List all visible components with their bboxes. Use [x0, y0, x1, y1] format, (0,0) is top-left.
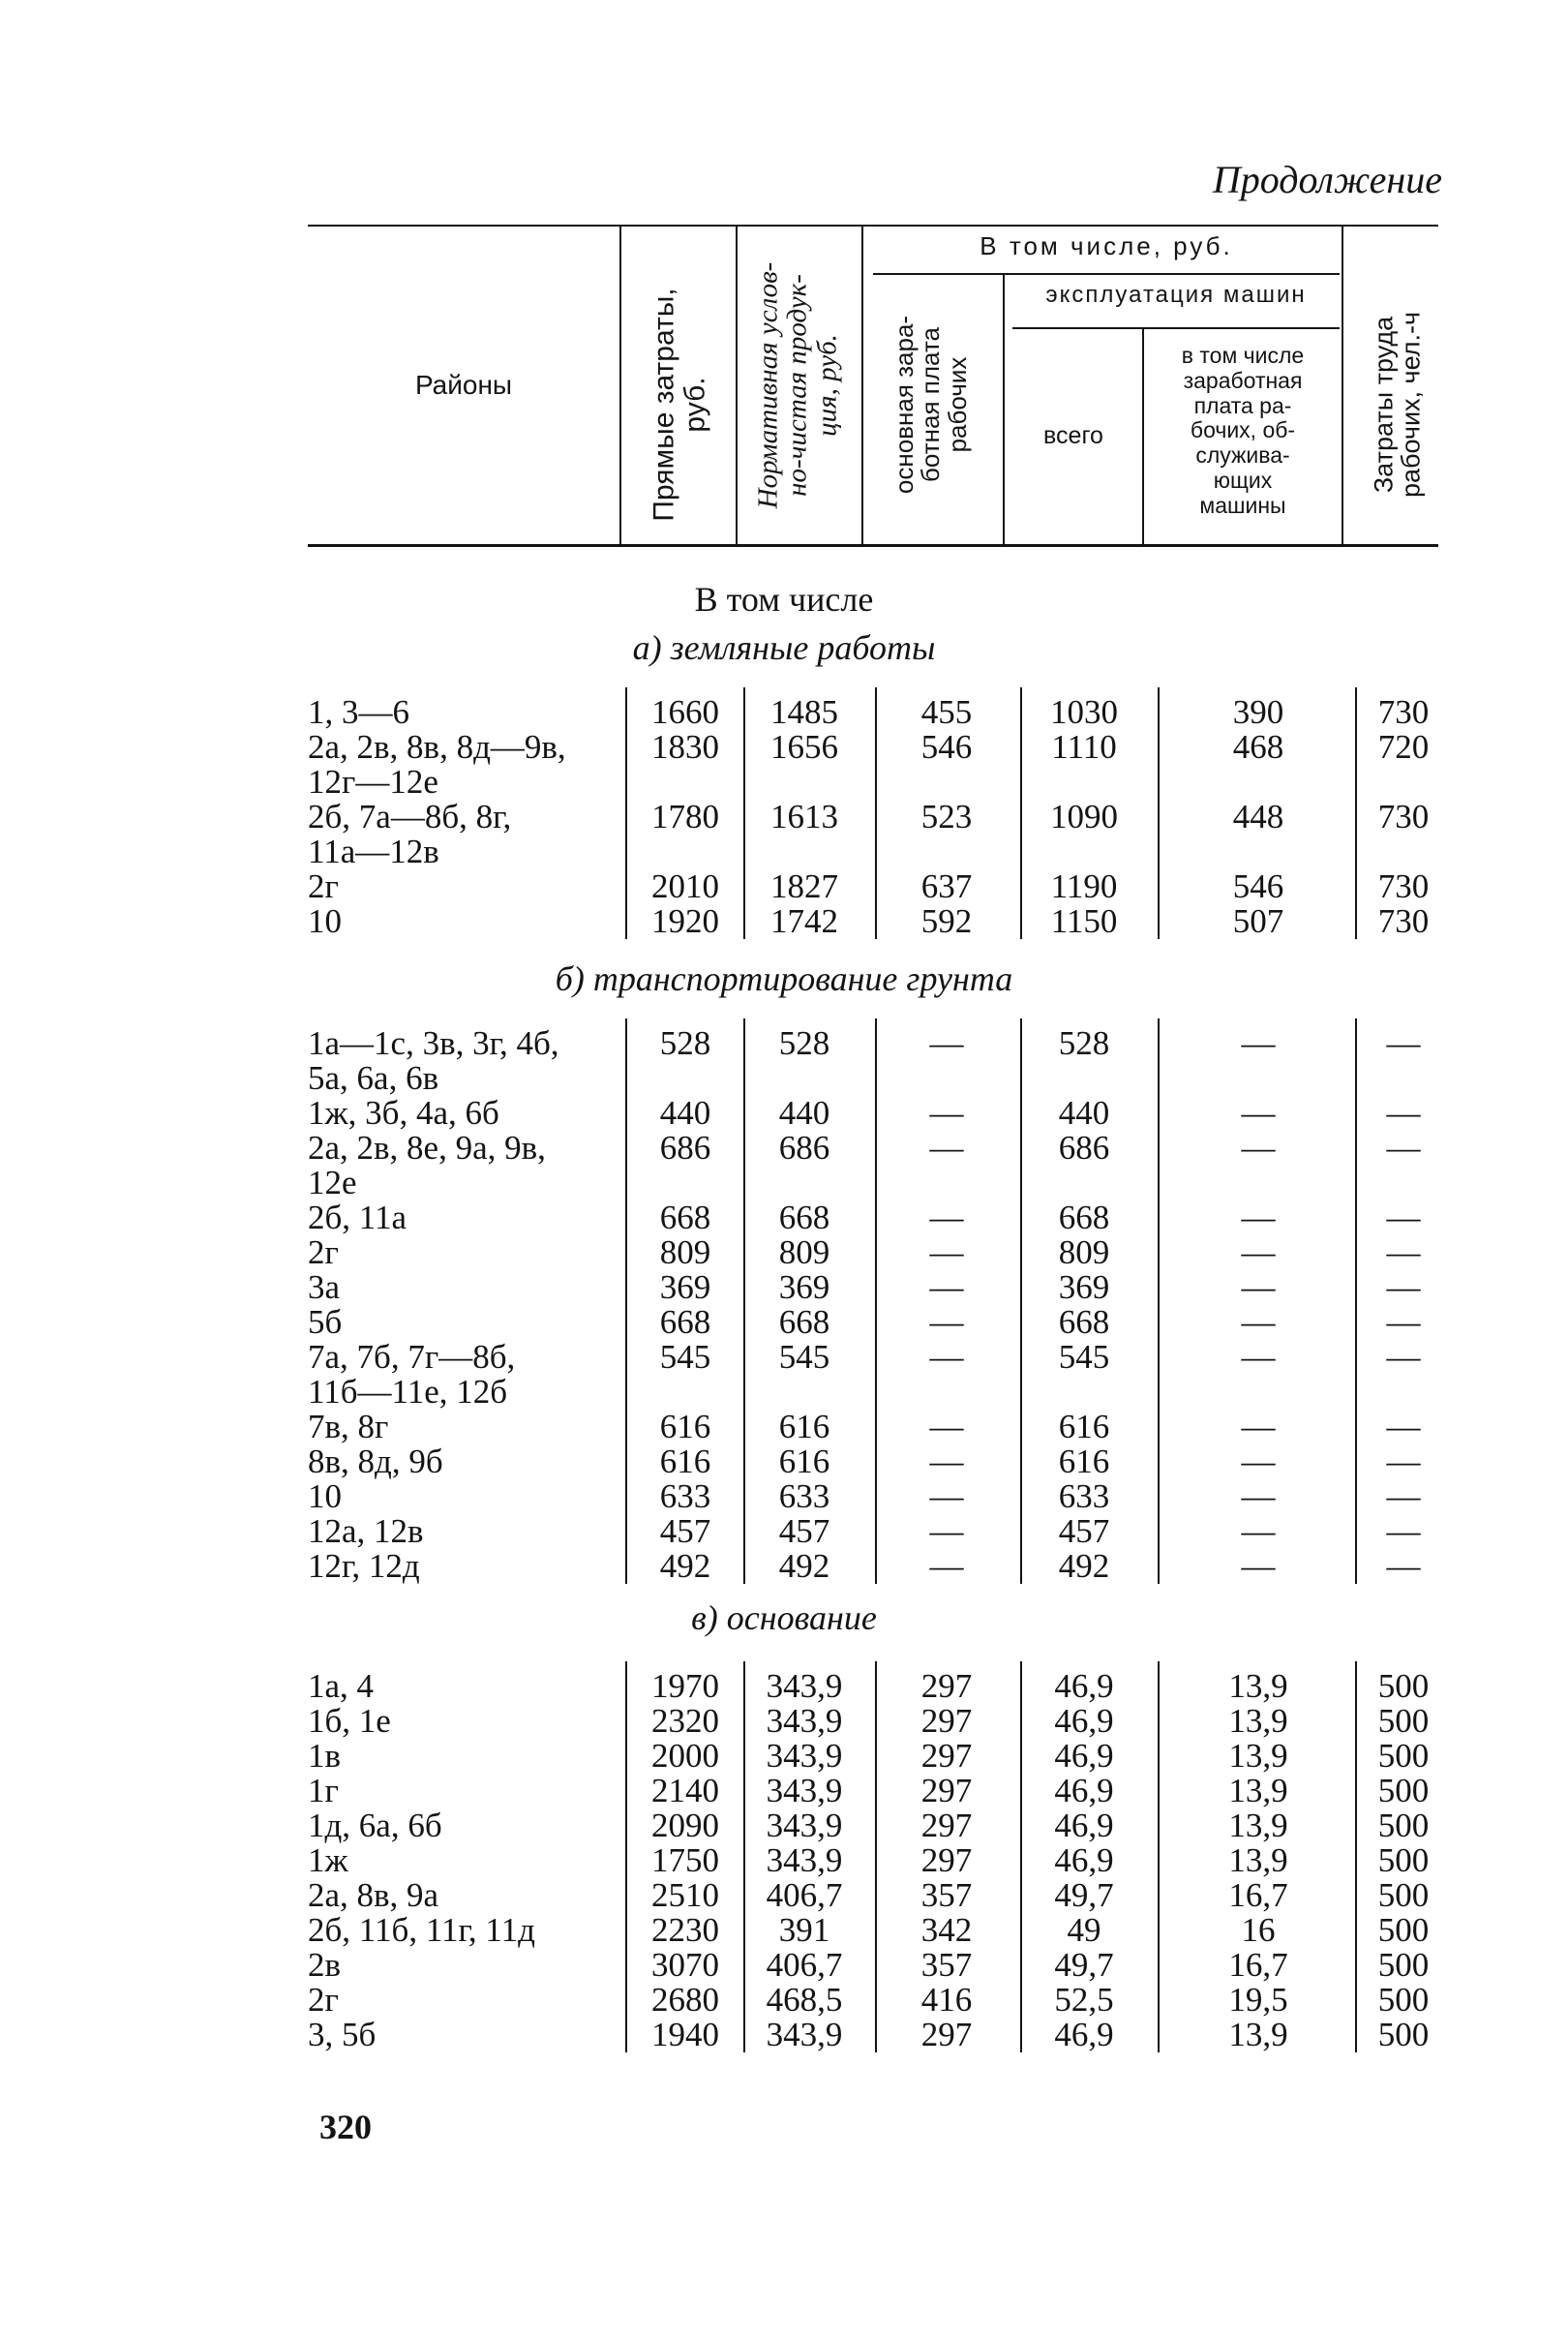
value-cell: —: [1241, 1094, 1276, 1132]
region-cell-continuation: 12г—12е: [308, 763, 438, 801]
value-cell: 2510: [651, 1876, 719, 1914]
table-row: [0, 1444, 1568, 1479]
value-cell: 13,9: [1228, 1841, 1288, 1879]
header-top-rule: [308, 225, 1438, 227]
region-cell: 2а, 2в, 8е, 9а, 9в,: [308, 1129, 546, 1167]
table-header: [0, 0, 1568, 562]
column-divider: [1020, 1661, 1022, 2052]
section-title: б) транспортирование грунта: [555, 959, 1013, 998]
column-divider: [1020, 687, 1022, 939]
value-cell: 16,7: [1228, 1946, 1288, 1984]
table-row: [0, 1669, 1568, 1704]
region-cell: 2б, 11а: [308, 1199, 407, 1236]
value-cell: —: [1386, 1129, 1421, 1167]
region-col-header: Районы: [414, 370, 513, 400]
table-row: [0, 730, 1568, 765]
column-divider: [875, 1018, 877, 1584]
value-cell: —: [1241, 1443, 1276, 1480]
value-cell: 297: [920, 1667, 973, 1705]
value-cell: 457: [1058, 1512, 1110, 1550]
column-divider: [875, 1661, 877, 2052]
value-cell: 730: [1377, 902, 1430, 940]
value-cell: 616: [659, 1408, 711, 1445]
value-cell: 1780: [651, 798, 719, 835]
value-cell: 343,9: [766, 1772, 843, 1809]
table-row: [0, 695, 1568, 730]
value-cell: 343,9: [766, 1702, 843, 1740]
value-cell: 686: [778, 1129, 830, 1167]
value-cell: 440: [1058, 1094, 1110, 1132]
column-divider: [625, 687, 627, 939]
value-cell: —: [929, 1547, 964, 1585]
value-cell: 440: [659, 1094, 711, 1132]
value-cell: 546: [1232, 867, 1284, 905]
value-cell: 668: [1058, 1199, 1110, 1236]
value-cell: 592: [920, 902, 973, 940]
value-cell: —: [1241, 1268, 1276, 1306]
region-cell: 12а, 12в: [308, 1512, 424, 1550]
region-cell: 10: [308, 1477, 342, 1515]
normative-output-header: Нормативная услов- но-чистая продук- ция, руб.: [752, 261, 843, 509]
table-row: [0, 1843, 1568, 1878]
value-cell: 1030: [1050, 693, 1118, 731]
header-divider: [1003, 275, 1005, 544]
value-cell: 1750: [651, 1841, 719, 1879]
value-cell: 500: [1377, 1737, 1430, 1775]
value-cell: —: [929, 1268, 964, 1306]
table-row: [0, 1305, 1568, 1340]
region-cell-continuation: 11а—12в: [308, 833, 439, 870]
value-cell: 390: [1232, 693, 1284, 731]
value-cell: 1110: [1051, 728, 1117, 766]
value-cell: —: [929, 1129, 964, 1167]
direct-costs-header: Прямые затраты, руб.: [648, 288, 710, 522]
region-cell: 12г, 12д: [308, 1547, 420, 1585]
region-cell-continuation: 11б—11е, 12б: [308, 1373, 508, 1411]
region-cell: 2г: [308, 867, 339, 905]
section-title: а) земляные работы: [632, 628, 936, 667]
value-cell: —: [1386, 1547, 1421, 1585]
value-cell: 616: [778, 1408, 830, 1445]
value-cell: —: [929, 1443, 964, 1480]
sections-heading: В том числе: [694, 580, 874, 619]
value-cell: 809: [778, 1233, 830, 1271]
value-cell: —: [1241, 1547, 1276, 1585]
region-cell: 1б, 1е: [308, 1702, 391, 1740]
header-divider: [1342, 227, 1343, 544]
value-cell: —: [1241, 1303, 1276, 1341]
value-cell: 416: [920, 1981, 973, 2019]
value-cell: —: [929, 1094, 964, 1132]
value-cell: 545: [1058, 1338, 1110, 1376]
column-divider: [1355, 1661, 1357, 2052]
incl-rub-header: В том числе, руб.: [980, 231, 1233, 260]
value-cell: 457: [659, 1512, 711, 1550]
table-row: [0, 1514, 1568, 1549]
table-row: [0, 1549, 1568, 1584]
table-row: [0, 1200, 1568, 1235]
value-cell: —: [929, 1477, 964, 1515]
value-cell: 49,7: [1054, 1876, 1114, 1914]
section-title: в) основание: [691, 1598, 877, 1637]
value-cell: 52,5: [1054, 1981, 1114, 2019]
region-cell: 3, 5б: [308, 2016, 377, 2053]
region-cell: 3а: [308, 1268, 341, 1306]
value-cell: 297: [920, 1737, 973, 1775]
value-cell: 2140: [651, 1772, 719, 1809]
value-cell: 1827: [770, 867, 838, 905]
value-cell: 809: [659, 1233, 711, 1271]
table-row: [0, 1235, 1568, 1270]
value-cell: —: [1386, 1199, 1421, 1236]
region-cell: 2а, 8в, 9а: [308, 1876, 439, 1914]
value-cell: 1190: [1050, 867, 1118, 905]
value-cell: 668: [778, 1303, 830, 1341]
value-cell: —: [929, 1024, 964, 1062]
value-cell: 297: [920, 1841, 973, 1879]
header-divider: [861, 227, 863, 544]
value-cell: 730: [1377, 798, 1430, 835]
value-cell: 297: [920, 2016, 973, 2053]
region-cell: 1г: [308, 1772, 339, 1809]
value-cell: —: [1386, 1477, 1421, 1515]
table-row: [0, 1774, 1568, 1808]
value-cell: —: [1241, 1233, 1276, 1271]
value-cell: —: [929, 1512, 964, 1550]
incl-wage-header: в том числе заработная плата ра- бочих, об- служива- ющих машины: [1181, 343, 1305, 518]
value-cell: 46,9: [1054, 1667, 1114, 1705]
value-cell: 343,9: [766, 1667, 843, 1705]
value-cell: 616: [1058, 1443, 1110, 1480]
value-cell: 16,7: [1228, 1876, 1288, 1914]
region-cell: 2а, 2в, 8в, 8д—9в,: [308, 728, 566, 766]
value-cell: 616: [778, 1443, 830, 1480]
value-cell: 2230: [651, 1911, 719, 1949]
continued-label: Продолжение: [1212, 158, 1442, 201]
value-cell: —: [1241, 1129, 1276, 1167]
column-divider: [1355, 1018, 1357, 1584]
value-cell: 49: [1067, 1911, 1101, 1949]
value-cell: 668: [778, 1199, 830, 1236]
header-divider: [619, 227, 621, 544]
value-cell: 500: [1377, 2016, 1430, 2053]
column-divider: [1158, 687, 1160, 939]
table-row: [0, 1948, 1568, 1983]
value-cell: 500: [1377, 1772, 1430, 1809]
value-cell: 369: [778, 1268, 830, 1306]
value-cell: 528: [1058, 1024, 1110, 1062]
value-cell: 297: [920, 1807, 973, 1844]
value-cell: 455: [920, 693, 973, 731]
value-cell: 720: [1377, 728, 1430, 766]
value-cell: 16: [1241, 1911, 1276, 1949]
header-divider: [736, 227, 738, 544]
value-cell: —: [1241, 1408, 1276, 1445]
region-cell: 8в, 8д, 9б: [308, 1443, 443, 1480]
value-cell: 500: [1377, 1702, 1430, 1740]
value-cell: 448: [1232, 798, 1284, 835]
table-row: [0, 869, 1568, 904]
region-cell-continuation: 5а, 6а, 6в: [308, 1059, 439, 1097]
value-cell: 1940: [651, 2016, 719, 2053]
value-cell: 46,9: [1054, 1807, 1114, 1844]
value-cell: 1613: [770, 798, 838, 835]
table-row: [0, 1270, 1568, 1305]
table-row: [0, 1704, 1568, 1739]
value-cell: 2680: [651, 1981, 719, 2019]
region-cell: 1а—1с, 3в, 3г, 4б,: [308, 1024, 559, 1062]
value-cell: 1742: [770, 902, 838, 940]
header-mid-rule-1: [873, 273, 1340, 275]
value-cell: —: [1386, 1512, 1421, 1550]
value-cell: 13,9: [1228, 1807, 1288, 1844]
value-cell: 492: [659, 1547, 711, 1585]
region-cell: 1ж: [308, 1841, 348, 1879]
value-cell: —: [929, 1338, 964, 1376]
value-cell: 46,9: [1054, 1772, 1114, 1809]
value-cell: 809: [1058, 1233, 1110, 1271]
base-wage-header: основная зара- ботная плата рабочих: [890, 315, 972, 495]
region-cell: 1д, 6а, 6б: [308, 1807, 442, 1844]
value-cell: —: [1241, 1199, 1276, 1236]
column-divider: [743, 687, 745, 939]
value-cell: 46,9: [1054, 1841, 1114, 1879]
value-cell: 523: [920, 798, 973, 835]
value-cell: 1660: [651, 693, 719, 731]
value-cell: 633: [1058, 1477, 1110, 1515]
value-cell: 507: [1232, 902, 1284, 940]
labor-header: Затраты труда рабочих, чел.-ч: [1369, 311, 1426, 499]
value-cell: 457: [778, 1512, 830, 1550]
value-cell: 13,9: [1228, 2016, 1288, 2053]
region-cell: 7в, 8г: [308, 1408, 389, 1445]
value-cell: 357: [920, 1876, 973, 1914]
region-cell: 7а, 7б, 7г—8б,: [308, 1338, 516, 1376]
value-cell: —: [1241, 1024, 1276, 1062]
value-cell: 13,9: [1228, 1772, 1288, 1809]
value-cell: 500: [1377, 1841, 1430, 1879]
region-cell: 1ж, 3б, 4а, 6б: [308, 1094, 499, 1132]
value-cell: —: [1386, 1268, 1421, 1306]
value-cell: 357: [920, 1946, 973, 1984]
value-cell: —: [1386, 1303, 1421, 1341]
value-cell: 637: [920, 867, 973, 905]
value-cell: 545: [778, 1338, 830, 1376]
value-cell: 2090: [651, 1807, 719, 1844]
value-cell: 297: [920, 1702, 973, 1740]
value-cell: —: [1241, 1477, 1276, 1515]
value-cell: 1830: [651, 728, 719, 766]
column-divider: [1020, 1018, 1022, 1584]
value-cell: 342: [920, 1911, 973, 1949]
value-cell: 49,7: [1054, 1946, 1114, 1984]
region-cell-continuation: 12е: [308, 1164, 357, 1201]
value-cell: 633: [778, 1477, 830, 1515]
value-cell: —: [929, 1408, 964, 1445]
value-cell: 500: [1377, 1946, 1430, 1984]
value-cell: 668: [1058, 1303, 1110, 1341]
value-cell: 391: [778, 1911, 830, 1949]
value-cell: 633: [659, 1477, 711, 1515]
column-divider: [743, 1661, 745, 2052]
table-row: [0, 1096, 1568, 1131]
value-cell: 500: [1377, 1911, 1430, 1949]
value-cell: —: [1386, 1443, 1421, 1480]
region-cell: 5б: [308, 1303, 343, 1341]
value-cell: 545: [659, 1338, 711, 1376]
column-divider: [743, 1018, 745, 1584]
value-cell: 46,9: [1054, 2016, 1114, 2053]
machines-header: эксплуатация машин: [1045, 282, 1307, 308]
value-cell: 343,9: [766, 1807, 843, 1844]
value-cell: 730: [1377, 693, 1430, 731]
value-cell: 686: [659, 1129, 711, 1167]
value-cell: 369: [1058, 1268, 1110, 1306]
table-row: [0, 1739, 1568, 1774]
value-cell: 1970: [651, 1667, 719, 1705]
table-row: [0, 800, 1568, 835]
table-row: [0, 1913, 1568, 1948]
value-cell: 1920: [651, 902, 719, 940]
value-cell: —: [1386, 1233, 1421, 1271]
value-cell: —: [929, 1303, 964, 1341]
value-cell: —: [1386, 1024, 1421, 1062]
region-cell: 2г: [308, 1981, 339, 2019]
region-cell: 1, 3—6: [308, 693, 409, 731]
value-cell: 616: [1058, 1408, 1110, 1445]
header-bottom-rule: [308, 544, 1438, 547]
column-divider: [1158, 1661, 1160, 2052]
value-cell: 13,9: [1228, 1667, 1288, 1705]
value-cell: 492: [1058, 1547, 1110, 1585]
value-cell: 546: [920, 728, 973, 766]
column-divider: [625, 1661, 627, 2052]
value-cell: 1656: [770, 728, 838, 766]
column-divider: [875, 687, 877, 939]
table-row: [0, 1340, 1568, 1375]
value-cell: —: [1386, 1338, 1421, 1376]
value-cell: 46,9: [1054, 1702, 1114, 1740]
table-row: [0, 1808, 1568, 1843]
table-row: [0, 1479, 1568, 1514]
value-cell: —: [1241, 1512, 1276, 1550]
column-divider: [1158, 1018, 1160, 1584]
value-cell: 13,9: [1228, 1702, 1288, 1740]
value-cell: 492: [778, 1547, 830, 1585]
region-cell: 2в: [308, 1946, 342, 1984]
table-row: [0, 1026, 1568, 1061]
value-cell: 528: [778, 1024, 830, 1062]
value-cell: 2320: [651, 1702, 719, 1740]
value-cell: 468,5: [766, 1981, 843, 2019]
value-cell: 500: [1377, 1667, 1430, 1705]
value-cell: 406,7: [766, 1876, 843, 1914]
value-cell: —: [1241, 1338, 1276, 1376]
page-number: 320: [319, 2108, 372, 2146]
value-cell: 528: [659, 1024, 711, 1062]
region-cell: 10: [308, 902, 342, 940]
region-cell: 2б, 11б, 11г, 11д: [308, 1911, 535, 1949]
value-cell: 343,9: [766, 2016, 843, 2053]
value-cell: —: [1386, 1094, 1421, 1132]
value-cell: —: [929, 1199, 964, 1236]
value-cell: —: [1386, 1408, 1421, 1445]
region-cell: 2б, 7а—8б, 8г,: [308, 798, 512, 835]
value-cell: 3070: [651, 1946, 719, 1984]
value-cell: 46,9: [1054, 1737, 1114, 1775]
header-mid-rule-2: [1012, 327, 1340, 329]
value-cell: 13,9: [1228, 1737, 1288, 1775]
column-divider: [1355, 687, 1357, 939]
column-divider: [625, 1018, 627, 1584]
table-row: [0, 2018, 1568, 2052]
value-cell: 2000: [651, 1737, 719, 1775]
value-cell: 297: [920, 1772, 973, 1809]
value-cell: 668: [659, 1303, 711, 1341]
region-cell: 1а, 4: [308, 1667, 375, 1705]
value-cell: 343,9: [766, 1737, 843, 1775]
total-header: всего: [1043, 422, 1103, 449]
value-cell: 1485: [770, 693, 838, 731]
table-row: [0, 904, 1568, 939]
table-row: [0, 1878, 1568, 1913]
value-cell: 1150: [1050, 902, 1118, 940]
value-cell: 343,9: [766, 1841, 843, 1879]
table-row: [0, 1983, 1568, 2018]
value-cell: 19,5: [1228, 1981, 1288, 2019]
table-row: [0, 1410, 1568, 1444]
value-cell: 686: [1058, 1129, 1110, 1167]
value-cell: 1090: [1050, 798, 1118, 835]
value-cell: 500: [1377, 1807, 1430, 1844]
value-cell: 440: [778, 1094, 830, 1132]
value-cell: 2010: [651, 867, 719, 905]
value-cell: 468: [1232, 728, 1284, 766]
value-cell: 668: [659, 1199, 711, 1236]
value-cell: 500: [1377, 1981, 1430, 2019]
value-cell: 616: [659, 1443, 711, 1480]
value-cell: 369: [659, 1268, 711, 1306]
region-cell: 2г: [308, 1233, 339, 1271]
region-cell: 1в: [308, 1737, 342, 1775]
value-cell: 406,7: [766, 1946, 843, 1984]
value-cell: 730: [1377, 867, 1430, 905]
value-cell: —: [929, 1233, 964, 1271]
value-cell: 500: [1377, 1876, 1430, 1914]
table-row: [0, 1131, 1568, 1166]
